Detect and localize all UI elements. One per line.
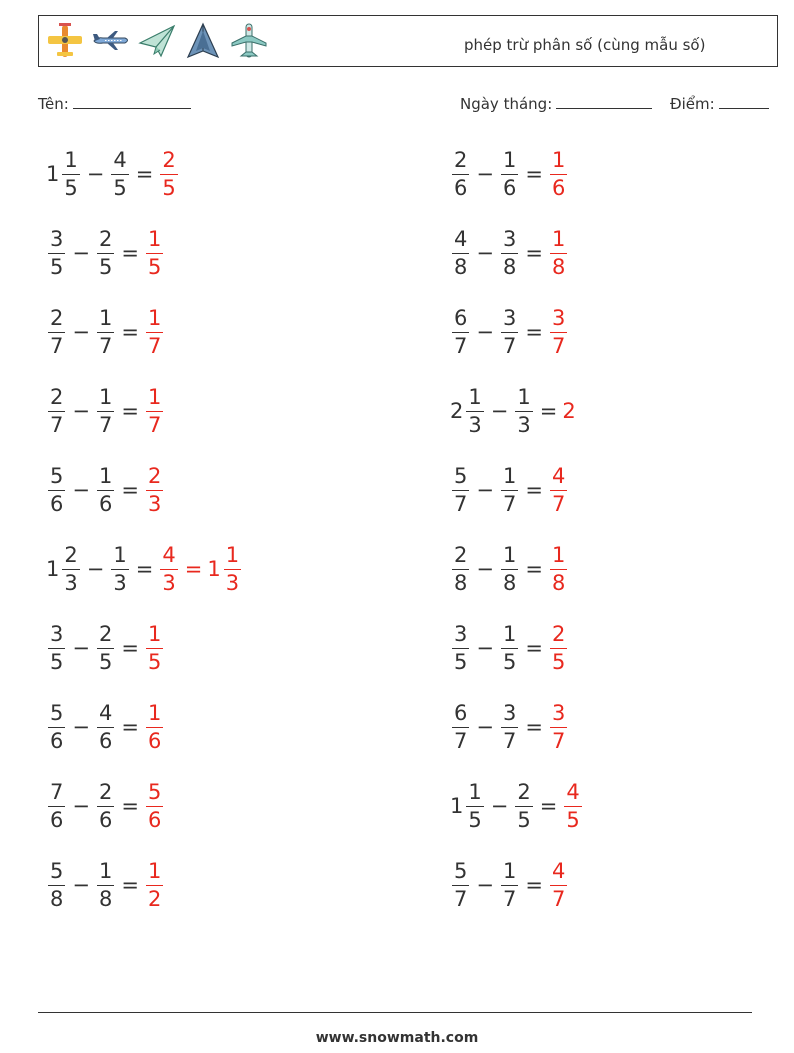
minus-sign: − <box>476 715 494 739</box>
fraction <box>501 305 518 358</box>
numerator: 2 <box>454 147 468 172</box>
fraction <box>111 147 128 200</box>
fraction <box>501 621 518 674</box>
equals-sign: = <box>121 478 139 502</box>
numerator: 1 <box>147 226 162 251</box>
denominator: 5 <box>468 807 482 832</box>
fraction <box>146 226 163 279</box>
problem-row <box>46 302 165 362</box>
denominator: 8 <box>551 570 566 595</box>
denominator: 7 <box>551 491 566 516</box>
denominator: 6 <box>551 175 566 200</box>
fraction <box>62 147 79 200</box>
denominator: 5 <box>50 649 64 674</box>
equals-sign: = <box>525 241 543 265</box>
fraction <box>550 858 567 911</box>
numerator: 1 <box>468 384 482 409</box>
numerator: 2 <box>98 226 113 251</box>
fraction <box>550 621 567 674</box>
date-line[interactable] <box>556 94 652 109</box>
minus-sign: − <box>490 399 509 423</box>
denominator: 5 <box>113 175 127 200</box>
numerator: 1 <box>551 542 566 567</box>
problem-row <box>450 855 569 915</box>
minus-sign: − <box>476 557 494 581</box>
equals-sign: = <box>121 320 139 344</box>
fraction <box>452 621 469 674</box>
denominator: 8 <box>454 254 468 279</box>
denominator: 7 <box>551 886 566 911</box>
fraction <box>452 226 469 279</box>
numerator: 1 <box>98 463 113 488</box>
denominator: 7 <box>502 886 517 911</box>
denominator: 8 <box>502 570 517 595</box>
fraction <box>48 858 65 911</box>
numerator: 1 <box>98 858 113 883</box>
denominator: 7 <box>502 728 517 753</box>
minus-sign: − <box>72 241 90 265</box>
minus-sign: − <box>476 873 494 897</box>
numerator: 1 <box>502 463 517 488</box>
fraction <box>515 384 532 437</box>
denominator: 7 <box>502 333 517 358</box>
denominator: 7 <box>147 412 162 437</box>
footer-divider <box>38 1012 752 1013</box>
minus-sign: − <box>72 873 90 897</box>
denominator: 2 <box>147 886 162 911</box>
numerator: 6 <box>454 305 468 330</box>
problem-row <box>450 539 569 599</box>
score-label: Điểm: <box>670 95 715 113</box>
numerator: 2 <box>517 779 531 804</box>
fraction <box>452 542 469 595</box>
answer <box>548 226 569 279</box>
fraction <box>160 542 177 595</box>
equals-sign: = <box>135 557 154 581</box>
answer <box>548 858 569 911</box>
denominator: 7 <box>98 412 113 437</box>
numerator: 3 <box>502 226 517 251</box>
fraction <box>146 305 163 358</box>
fraction <box>452 858 469 911</box>
fraction <box>97 700 114 753</box>
equals-sign: = <box>121 794 139 818</box>
equals-sign: = <box>135 162 154 186</box>
equals-sign: = <box>525 162 543 186</box>
answer <box>144 226 165 279</box>
fraction <box>452 147 469 200</box>
numerator: 1 <box>502 147 517 172</box>
problem-row <box>450 381 577 441</box>
numerator: 1 <box>502 542 517 567</box>
minus-sign: − <box>86 557 105 581</box>
numerator: 1 <box>225 542 240 567</box>
fraction <box>97 463 114 516</box>
date-label: Ngày tháng: <box>460 95 553 113</box>
whole-number: 1 <box>207 557 221 581</box>
jet-airliner-icon <box>91 21 131 61</box>
minus-sign: − <box>476 241 494 265</box>
answer <box>144 621 165 674</box>
numerator: 1 <box>502 858 517 883</box>
problem-row <box>450 776 584 836</box>
minus-sign: − <box>476 162 494 186</box>
fraction <box>48 463 65 516</box>
fraction <box>515 779 532 832</box>
problem-row <box>46 539 243 599</box>
numerator: 5 <box>50 858 64 883</box>
fraction <box>501 463 518 516</box>
denominator: 8 <box>98 886 113 911</box>
answer <box>548 700 569 753</box>
fraction <box>97 858 114 911</box>
numerator: 4 <box>162 542 176 567</box>
equals-sign: = <box>525 636 543 660</box>
minus-sign: − <box>476 478 494 502</box>
numerator: 5 <box>454 858 468 883</box>
denominator: 6 <box>98 807 113 832</box>
denominator: 7 <box>454 491 468 516</box>
numerator: 2 <box>98 779 113 804</box>
denominator: 5 <box>98 254 113 279</box>
problem-row <box>46 697 165 757</box>
fraction <box>160 147 177 200</box>
answer <box>562 779 583 832</box>
fraction <box>48 779 65 832</box>
fraction <box>550 542 567 595</box>
numerator: 1 <box>551 147 566 172</box>
denominator: 5 <box>454 649 468 674</box>
denominator: 5 <box>551 649 566 674</box>
fraction <box>501 147 518 200</box>
minus-sign: − <box>86 162 105 186</box>
denominator: 3 <box>113 570 127 595</box>
denominator: 7 <box>454 728 468 753</box>
minus-sign: − <box>72 478 90 502</box>
denominator: 5 <box>98 649 113 674</box>
fraction <box>97 384 114 437</box>
fraction <box>97 305 114 358</box>
equals-sign: = <box>121 241 139 265</box>
denominator: 6 <box>50 807 64 832</box>
numerator: 1 <box>147 384 162 409</box>
equals-sign: = <box>525 715 543 739</box>
header-icons <box>45 21 269 61</box>
fraction <box>146 384 163 437</box>
problem-row <box>46 144 180 204</box>
numerator: 1 <box>113 542 127 567</box>
fraction <box>48 384 65 437</box>
problem-row <box>46 381 165 441</box>
problem-row <box>450 460 569 520</box>
fraction <box>452 305 469 358</box>
denominator: 3 <box>64 570 78 595</box>
numerator: 1 <box>517 384 531 409</box>
denominator: 8 <box>454 570 468 595</box>
denominator: 5 <box>64 175 78 200</box>
numerator: 1 <box>468 779 482 804</box>
denominator: 6 <box>147 807 162 832</box>
problem-row <box>46 776 165 836</box>
numerator: 4 <box>551 858 566 883</box>
numerator: 5 <box>50 463 64 488</box>
denominator: 6 <box>147 728 162 753</box>
numerator: 2 <box>454 542 468 567</box>
fraction <box>466 384 483 437</box>
equals-sign: = <box>121 636 139 660</box>
fraction <box>146 463 163 516</box>
denominator: 8 <box>502 254 517 279</box>
answer <box>144 858 165 911</box>
numerator: 3 <box>551 700 566 725</box>
fraction <box>97 779 114 832</box>
fraction <box>550 700 567 753</box>
fraction <box>62 542 79 595</box>
minus-sign: − <box>72 636 90 660</box>
denominator: 7 <box>551 333 566 358</box>
minus-sign: − <box>476 636 494 660</box>
denominator: 7 <box>502 491 517 516</box>
worksheet-title: phép trừ phân số (cùng mẫu số) <box>464 36 706 54</box>
answer <box>548 621 569 674</box>
passenger-plane-icon <box>229 21 269 61</box>
equals-sign: = <box>121 873 139 897</box>
denominator: 3 <box>517 412 531 437</box>
fraction <box>550 463 567 516</box>
fraction <box>146 858 163 911</box>
fraction <box>452 463 469 516</box>
problem-row <box>450 223 569 283</box>
fraction <box>466 779 483 832</box>
fraction <box>564 779 581 832</box>
denominator: 3 <box>468 412 482 437</box>
denominator: 7 <box>50 412 64 437</box>
fraction <box>48 621 65 674</box>
numerator: 2 <box>50 384 64 409</box>
numerator: 3 <box>502 700 517 725</box>
answer <box>144 779 165 832</box>
problem-row <box>450 302 569 362</box>
name-field <box>38 94 191 113</box>
denominator: 3 <box>225 570 240 595</box>
fraction <box>501 700 518 753</box>
minus-sign: − <box>72 320 90 344</box>
equals-sign: = <box>121 399 139 423</box>
fraction <box>146 779 163 832</box>
denominator: 3 <box>147 491 162 516</box>
minus-sign: − <box>72 399 90 423</box>
denominator: 7 <box>454 333 468 358</box>
fraction <box>501 226 518 279</box>
numerator: 4 <box>551 463 566 488</box>
denominator: 3 <box>162 570 176 595</box>
numerator: 1 <box>147 700 162 725</box>
numerator: 4 <box>454 226 468 251</box>
score-line[interactable] <box>719 94 769 109</box>
problem-row <box>450 618 569 678</box>
numerator: 3 <box>50 226 64 251</box>
fraction <box>48 305 65 358</box>
denominator: 6 <box>502 175 517 200</box>
numerator: 1 <box>502 621 517 646</box>
numerator: 2 <box>98 621 113 646</box>
answer <box>548 147 569 200</box>
denominator: 5 <box>147 649 162 674</box>
denominator: 6 <box>50 491 64 516</box>
denominator: 7 <box>50 333 64 358</box>
fraction <box>97 226 114 279</box>
numerator: 1 <box>551 226 566 251</box>
numerator: 2 <box>147 463 162 488</box>
problem-row <box>46 855 165 915</box>
denominator: 5 <box>162 175 176 200</box>
fraction <box>550 147 567 200</box>
problem-row <box>450 697 569 757</box>
answer <box>562 399 576 423</box>
numerator: 2 <box>162 147 176 172</box>
denominator: 7 <box>454 886 468 911</box>
denominator: 6 <box>454 175 468 200</box>
equals-sign: = <box>525 873 543 897</box>
fraction <box>48 700 65 753</box>
equals-sign: = <box>525 320 543 344</box>
whole-number: 1 <box>46 557 60 581</box>
numerator: 1 <box>147 305 162 330</box>
equals-sign: = <box>121 715 139 739</box>
fraction <box>224 542 241 595</box>
denominator: 7 <box>98 333 113 358</box>
numerator: 4 <box>566 779 580 804</box>
fraction <box>550 226 567 279</box>
footer-url: www.snowmath.com <box>315 1030 479 1046</box>
answer <box>548 305 569 358</box>
answer <box>158 542 243 595</box>
minus-sign: − <box>72 794 90 818</box>
fraction <box>550 305 567 358</box>
fraction <box>501 858 518 911</box>
minus-sign: − <box>476 320 494 344</box>
denominator: 5 <box>147 254 162 279</box>
denominator: 6 <box>98 728 113 753</box>
answer <box>158 147 179 200</box>
equals-sign: = <box>539 399 558 423</box>
whole-number: 1 <box>450 794 464 818</box>
equals-sign: = <box>525 557 543 581</box>
denominator: 6 <box>98 491 113 516</box>
score-field <box>670 94 769 113</box>
numerator: 3 <box>551 305 566 330</box>
answer <box>144 463 165 516</box>
denominator: 5 <box>50 254 64 279</box>
fraction <box>146 700 163 753</box>
fraction <box>501 542 518 595</box>
numerator: 5 <box>147 779 162 804</box>
propeller-plane-icon <box>45 21 85 61</box>
denominator: 8 <box>50 886 64 911</box>
numerator: 1 <box>147 621 162 646</box>
answer <box>144 700 165 753</box>
denominator: 7 <box>147 333 162 358</box>
paper-plane-icon <box>137 21 177 61</box>
name-label: Tên: <box>38 95 69 113</box>
problem-row <box>46 223 165 283</box>
numerator: 1 <box>98 305 113 330</box>
numerator: 4 <box>113 147 127 172</box>
denominator: 6 <box>50 728 64 753</box>
numerator: 1 <box>147 858 162 883</box>
numerator: 1 <box>64 147 78 172</box>
whole-number: 1 <box>46 162 60 186</box>
problem-row <box>46 460 165 520</box>
whole-number: 2 <box>450 399 464 423</box>
numerator: 2 <box>50 305 64 330</box>
equals-sign: = <box>539 794 558 818</box>
numerator: 7 <box>50 779 64 804</box>
minus-sign: − <box>72 715 90 739</box>
fraction <box>146 621 163 674</box>
fraction <box>48 226 65 279</box>
answer <box>548 542 569 595</box>
numerator: 3 <box>50 621 64 646</box>
answer <box>144 384 165 437</box>
numerator: 6 <box>454 700 468 725</box>
numerator: 3 <box>454 621 468 646</box>
numerator: 1 <box>98 384 113 409</box>
denominator: 5 <box>517 807 531 832</box>
numerator: 3 <box>502 305 517 330</box>
equals-sign: = <box>184 557 203 581</box>
answer <box>144 305 165 358</box>
equals-sign: = <box>525 478 543 502</box>
fraction <box>97 621 114 674</box>
fraction <box>452 700 469 753</box>
numerator: 2 <box>64 542 78 567</box>
numerator: 5 <box>50 700 64 725</box>
problem-row <box>46 618 165 678</box>
problem-row <box>450 144 569 204</box>
denominator: 5 <box>566 807 580 832</box>
fraction <box>111 542 128 595</box>
numerator: 4 <box>98 700 113 725</box>
stealth-jet-icon <box>183 21 223 61</box>
worksheet-header <box>38 15 778 67</box>
date-field <box>460 94 652 113</box>
whole-number: 2 <box>562 399 576 423</box>
name-line[interactable] <box>73 94 191 109</box>
minus-sign: − <box>490 794 509 818</box>
denominator: 7 <box>551 728 566 753</box>
denominator: 5 <box>502 649 517 674</box>
numerator: 2 <box>551 621 566 646</box>
denominator: 8 <box>551 254 566 279</box>
answer <box>548 463 569 516</box>
numerator: 5 <box>454 463 468 488</box>
